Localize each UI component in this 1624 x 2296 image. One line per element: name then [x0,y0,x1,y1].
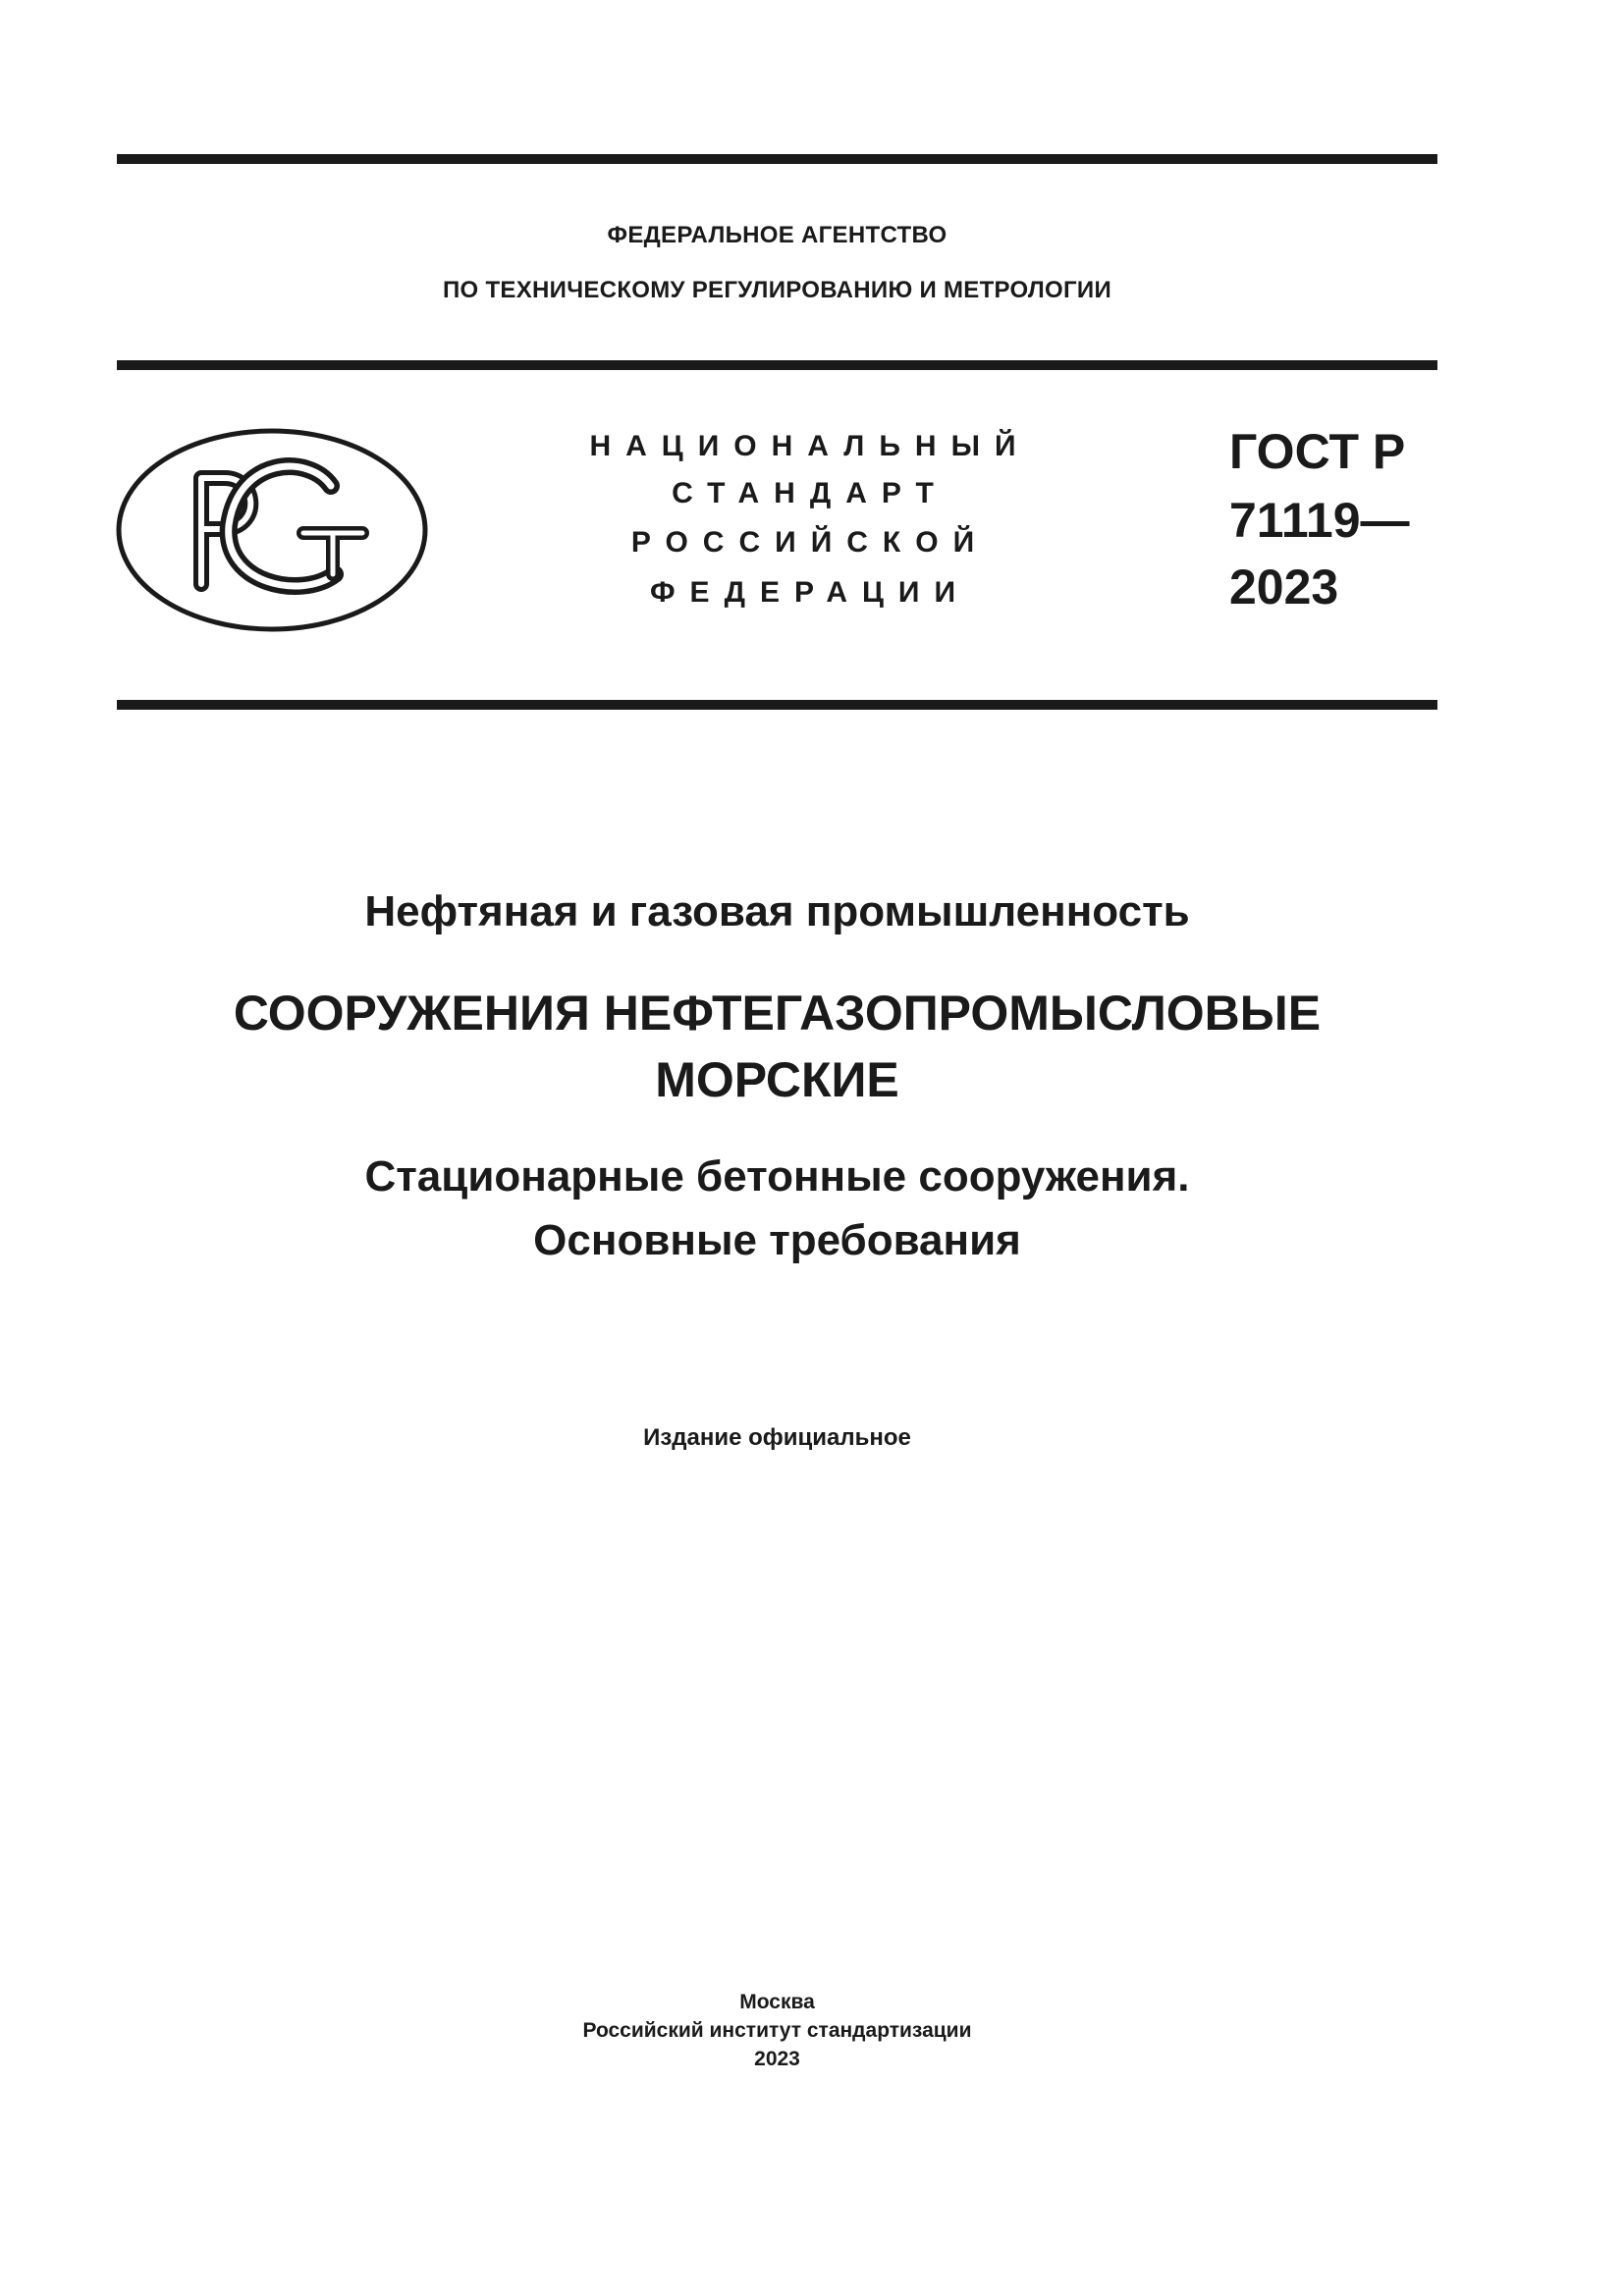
header-divider [117,360,1437,370]
standard-number-line-2: 71119— [1229,493,1410,548]
imprint-year: 2023 [754,2048,800,2070]
standard-type-line-2: СТАНДАРТ [672,477,948,509]
document-title-sub-line-1: Стационарные бетонные сооружения. [364,1152,1190,1201]
agency-name-line-2: ПО ТЕХНИЧЕСКОМУ РЕГУЛИРОВАНИЮ И МЕТРОЛОГИИ [442,277,1112,303]
imprint-city: Москва [739,1991,815,2013]
standard-number-line-3: 2023 [1229,560,1339,614]
rst-certification-logo-icon [115,427,429,633]
standard-type-line-4: ФЕДЕРАЦИИ [649,576,971,609]
imprint-publisher: Российский институт стандартизации [582,2019,972,2042]
document-title-sub-line-2: Основные требования [533,1216,1021,1264]
standard-number-line-1: ГОСТ Р [1229,424,1406,479]
document-title-main-line-1: СООРУЖЕНИЯ НЕФТЕГАЗОПРОМЫСЛОВЫЕ [233,986,1322,1041]
edition-label: Издание официальное [643,1424,911,1451]
standard-type-line-3: РОССИЙСКОЙ [630,526,990,559]
document-title-main-line-2: МОРСКИЕ [655,1052,899,1107]
top-divider [117,154,1437,164]
standard-type-line-1: НАЦИОНАЛЬНЫЙ [589,430,1031,462]
standard-block-divider [117,700,1437,710]
document-title-group: Нефтяная и газовая промышленность [364,887,1190,935]
agency-name-line-1: ФЕДЕРАЛЬНОЕ АГЕНТСТВО [607,222,947,248]
